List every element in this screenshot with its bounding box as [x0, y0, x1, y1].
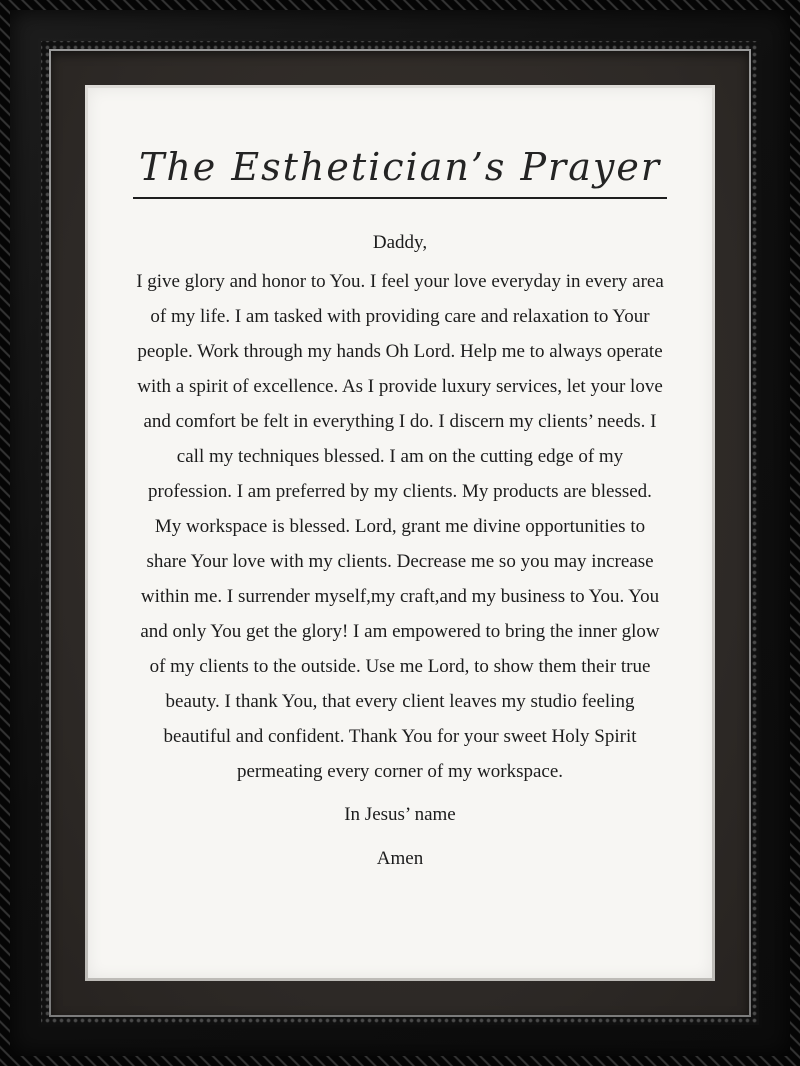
prayer-line: of my life. I am tasked with providing care and relaxation to Your: [150, 305, 650, 327]
prayer-line: beautiful and confident. Thank You for your sweet Holy Spirit: [163, 725, 637, 747]
frame-inner-fillet: [49, 49, 751, 1017]
prayer-title: The Esthetician’s Prayer: [133, 146, 667, 199]
prayer-closing-amen: Amen: [376, 847, 424, 869]
mat-board: [51, 51, 749, 1015]
prayer-body: [114, 264, 686, 789]
prayer-greeting: Daddy,: [372, 231, 428, 253]
prayer-line: within me. I surrender myself,my craft,and my business to You. You: [140, 585, 660, 607]
prayer-line: and comfort be felt in everything I do. I discern my clients’ needs. I: [143, 410, 657, 432]
prayer-line: profession. I am preferred by my clients. My products are blessed.: [148, 480, 652, 502]
prayer-line: My workspace is blessed. Lord, grant me divine opportunities to: [154, 515, 646, 537]
prayer-line: permeating every corner of my workspace.: [236, 760, 564, 782]
frame-bead-trim: [41, 41, 759, 1025]
prayer-line: beauty. I thank You, that every client leaves my studio feeling: [165, 690, 635, 712]
prayer-line: and only You get the glory! I am empowered to bring the inner glow: [140, 620, 660, 642]
prayer-closing-in-jesus-name: In Jesus’ name: [344, 803, 456, 825]
print-paper: [88, 88, 712, 978]
mat-bevel-edge: [85, 85, 715, 981]
prayer-line: of my clients to the outside. Use me Lord, to show them their true: [149, 655, 651, 677]
prayer-line: call my techniques blessed. I am on the cutting edge of my: [176, 445, 624, 467]
prayer-line: with a spirit of excellence. As I provide luxury services, let your love: [137, 375, 663, 397]
prayer-line: share Your love with my clients. Decrease me so you may increase: [146, 550, 654, 572]
prayer-line: I give glory and honor to You. I feel your love everyday in every area: [136, 270, 664, 292]
prayer-line: people. Work through my hands Oh Lord. Help me to always operate: [137, 340, 663, 362]
frame-face: [10, 10, 790, 1056]
